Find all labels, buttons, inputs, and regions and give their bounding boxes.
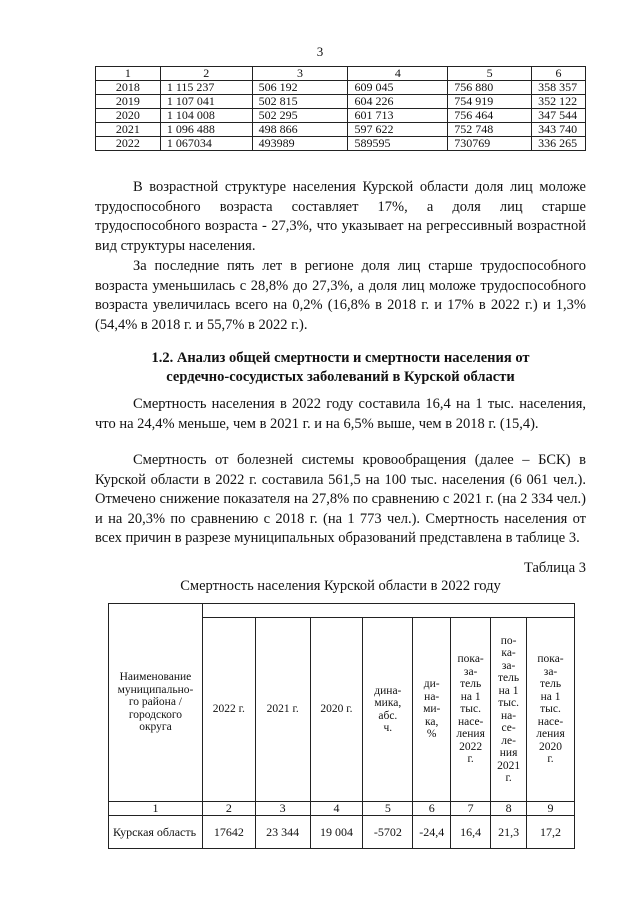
table-cell: 352 122: [532, 95, 586, 109]
table-cell: 17,2: [527, 816, 575, 849]
table-cell: 6: [532, 67, 586, 81]
paragraph-age-structure: В возрастной структуре населения Курской области доля лиц моложе трудоспособного возраста составляет 17%, а доля лиц старше трудоспособного возраста - 27,3%, что указывает на регрессивный возрастной вид структуры населения.: [95, 179, 586, 254]
paragraph-five-year-trend: За последние пять лет в регионе доля лиц старше трудоспособного возраста уменьшилась с 28,8% до 27,3%, а доля лиц моложе трудоспособного возраста увеличилась всего на 0,2% (16,8% в 2018 г. и 17% в 2022 г.) и 1,3% (54,4% в 2018 г. и 55,7% в 2022 г.).: [95, 258, 586, 333]
table-cell: 1 104 008: [160, 109, 252, 123]
table-cell: -5702: [363, 816, 413, 849]
table-cell: 343 740: [532, 123, 586, 137]
table-3-title: Смертность населения Курской области в 2022 году: [180, 578, 501, 594]
column-number-cell: 7: [451, 802, 491, 816]
table-cell: 16,4: [451, 816, 491, 849]
column-number-cell: 3: [255, 802, 310, 816]
table-cell: 21,3: [491, 816, 527, 849]
table-cell: 336 265: [532, 137, 586, 151]
table-cell: 601 713: [348, 109, 448, 123]
table-cell: 502 815: [252, 95, 348, 109]
table-cell: 2022: [96, 137, 161, 151]
table-cell: 754 919: [448, 95, 532, 109]
table-row: [96, 81, 586, 95]
table-cell: 589595: [348, 137, 448, 151]
section-heading: [95, 349, 586, 387]
table-cell: 756 880: [448, 81, 532, 95]
table-cell: 19 004: [310, 816, 363, 849]
header-cell: 2020 г.: [310, 618, 363, 802]
column-number-cell: 5: [363, 802, 413, 816]
header-cell: пока- за- тель на 1 тыс. насе- ления 2020 г.: [527, 618, 575, 802]
table-cell: 5: [448, 67, 532, 81]
table-cell: 2018: [96, 81, 161, 95]
table-3-column-numbers: [109, 802, 575, 816]
table-row: [96, 137, 586, 151]
table-cell: 2: [160, 67, 252, 81]
header-cell: 2021 г.: [255, 618, 310, 802]
table-cell: 23 344: [255, 816, 310, 849]
table-cell: 1 115 237: [160, 81, 252, 95]
table-cell: 1 067034: [160, 137, 252, 151]
section-heading-line-1: 1.2. Анализ общей смертности и смертности населения от: [151, 350, 530, 366]
table-cell: 358 357: [532, 81, 586, 95]
header-district: Наименование муниципально- го района / городского округа: [109, 604, 203, 802]
population-table: [95, 66, 586, 151]
table-row: [96, 109, 586, 123]
header-cell: дина- мика, абс. ч.: [363, 618, 413, 802]
table-cell: 1: [96, 67, 161, 81]
table-cell: 609 045: [348, 81, 448, 95]
table-cell: 756 464: [448, 109, 532, 123]
paragraph-bsk-mortality: Смертность от болезней системы кровообращения (далее – БСК) в Курской области в 2022 г. составила 561,5 на 100 тыс. населения (6 061 чел.). Отмечено снижение показателя на 27,8% по сравнению с 2021 г. (на 2 334 чел.) и на 20,3% по сравнению с 2018 г. (на 1 773 чел.). Смертность населения от всех причин в разрезе муниципальных образований представлена в таблице 3.: [95, 452, 586, 546]
header-cell: по- ка- за- тель на 1 тыс. на- се- ле- ния 2021 г.: [491, 618, 527, 802]
table-row: [96, 95, 586, 109]
table-cell: 498 866: [252, 123, 348, 137]
column-number-cell: 8: [491, 802, 527, 816]
header-group: [202, 604, 574, 618]
column-number-cell: 1: [109, 802, 203, 816]
mortality-table: [108, 603, 575, 849]
table-cell: Курская область: [109, 816, 203, 849]
table-cell: -24,4: [413, 816, 451, 849]
table-cell: 2019: [96, 95, 161, 109]
table-row: [96, 123, 586, 137]
header-cell: пока- за- тель на 1 тыс. насе- ления 2022 г.: [451, 618, 491, 802]
column-number-cell: 2: [202, 802, 255, 816]
table-cell: 3: [252, 67, 348, 81]
table-cell: 347 544: [532, 109, 586, 123]
table-header-row: [96, 67, 586, 81]
table-cell: 752 748: [448, 123, 532, 137]
paragraph-mortality-2022: Смертность населения в 2022 году составила 16,4 на 1 тыс. населения, что на 24,4% меньше, чем в 2021 г. и на 6,5% выше, чем в 2018 г. (15,4).: [95, 396, 586, 432]
table-cell: 1 096 488: [160, 123, 252, 137]
section-heading-line-2: сердечно-сосудистых заболеваний в Курской области: [166, 369, 515, 385]
header-cell: ди- на- ми- ка, %: [413, 618, 451, 802]
table-row: [109, 816, 575, 849]
table-cell: 493989: [252, 137, 348, 151]
table-cell: 506 192: [252, 81, 348, 95]
table-cell: 1 107 041: [160, 95, 252, 109]
table-3-label: Таблица 3: [523, 560, 586, 576]
column-number-cell: 9: [527, 802, 575, 816]
table-cell: 597 622: [348, 123, 448, 137]
table-cell: 2021: [96, 123, 161, 137]
table-cell: 2020: [96, 109, 161, 123]
table-cell: 17642: [202, 816, 255, 849]
column-number-cell: 6: [413, 802, 451, 816]
header-cell: 2022 г.: [202, 618, 255, 802]
table-cell: 502 295: [252, 109, 348, 123]
table-cell: 604 226: [348, 95, 448, 109]
column-number-cell: 4: [310, 802, 363, 816]
table-3-top-row: [109, 604, 575, 618]
table-cell: 4: [348, 67, 448, 81]
table-cell: 730769: [448, 137, 532, 151]
page-number: 3: [316, 44, 324, 59]
